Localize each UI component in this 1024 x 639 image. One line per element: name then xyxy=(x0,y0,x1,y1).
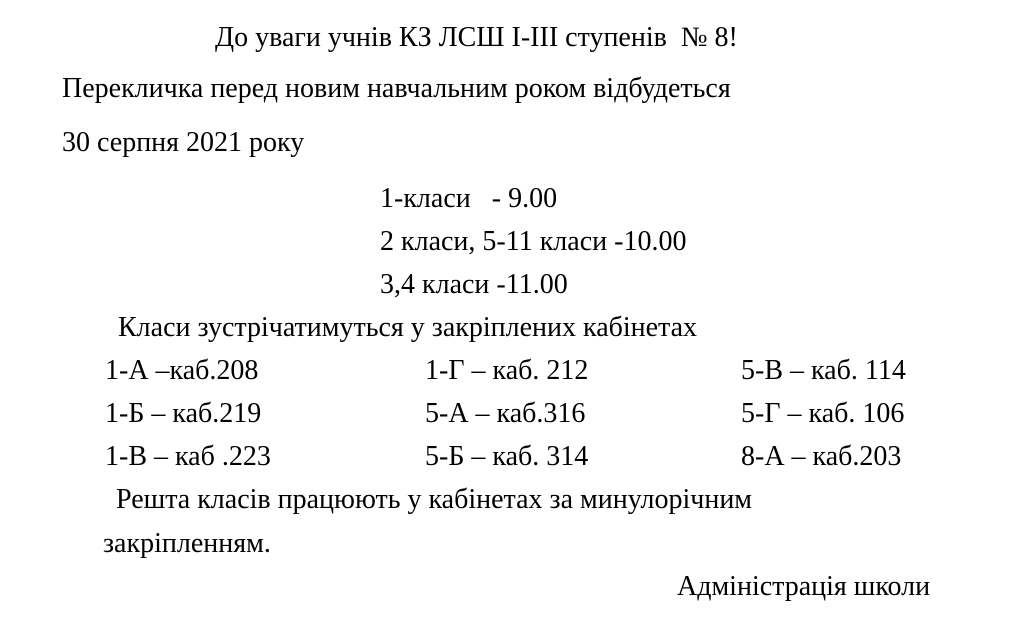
remainder-text: Решта класів працюють у кабінетах за минулорічним xyxy=(116,484,753,515)
room-assignment: 1-Г – каб. 212 xyxy=(425,355,589,386)
intro-text: Перекличка перед новим навчальним роком відбудеться xyxy=(62,73,731,104)
rooms-heading: Класи зустрічатимуться у закріплених кабінетах xyxy=(118,312,698,343)
room-assignment: 5-В – каб. 114 xyxy=(741,355,906,386)
remainder-text-cont: закріпленням. xyxy=(103,528,271,559)
schedule-item: 3,4 класи -11.00 xyxy=(380,269,568,300)
room-assignment: 1-Б – каб.219 xyxy=(105,398,262,429)
room-assignment: 5-Б – каб. 314 xyxy=(425,441,589,472)
schedule-item: 1-класи - 9.00 xyxy=(380,183,558,214)
room-assignment: 1-А –каб.208 xyxy=(105,355,259,386)
schedule-item: 2 класи, 5-11 класи -10.00 xyxy=(380,226,687,257)
signature: Адміністрація школи xyxy=(677,571,931,602)
room-assignment: 5-А – каб.316 xyxy=(425,398,586,429)
notice-title: До уваги учнів КЗ ЛСШ І-ІІІ ступенів № 8! xyxy=(215,22,738,53)
room-assignment: 8-А – каб.203 xyxy=(741,441,902,472)
room-assignment: 5-Г – каб. 106 xyxy=(741,398,905,429)
room-assignment: 1-В – каб .223 xyxy=(105,441,271,472)
date-text: 30 серпня 2021 року xyxy=(62,127,305,158)
